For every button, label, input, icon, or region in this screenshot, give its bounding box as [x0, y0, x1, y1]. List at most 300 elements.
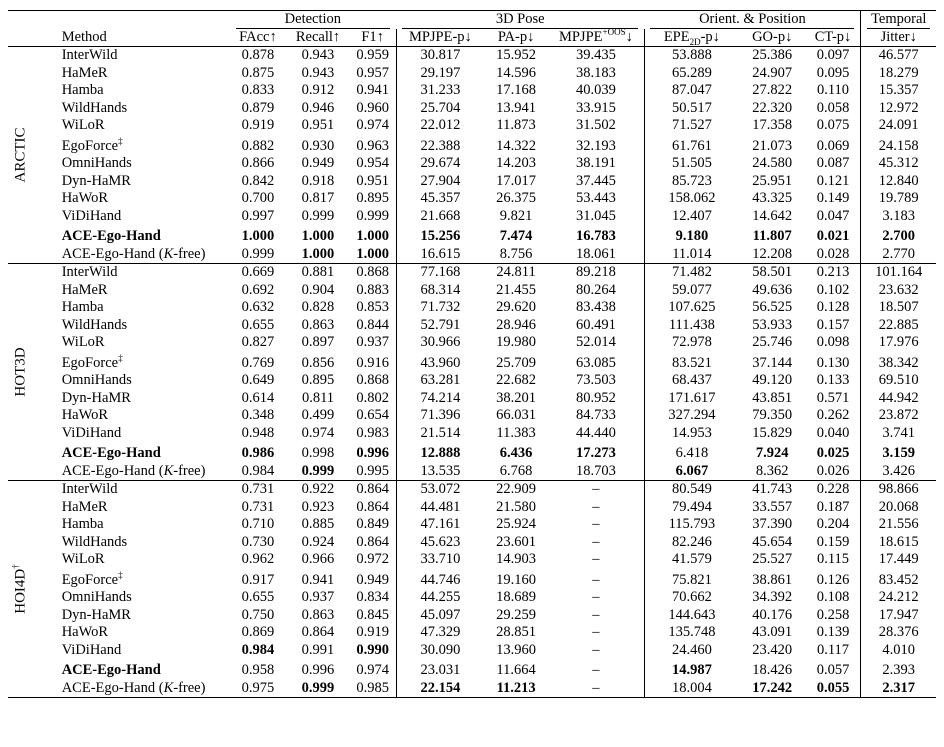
value-cell: 77.168 [396, 264, 484, 282]
value-cell: 52.014 [575, 334, 616, 350]
value-cell: 0.946 [301, 99, 335, 116]
value-cell: 24.580 [752, 155, 793, 171]
value-cell: 75.821 [644, 569, 738, 590]
value-cell: 23.872 [861, 407, 936, 425]
value-cell: 6.436 [499, 445, 533, 461]
value-cell: 0.959 [356, 47, 389, 63]
value-cell: 30.966 [396, 334, 484, 352]
value-cell: 0.883 [356, 281, 389, 298]
value-cell: 0.904 [301, 281, 335, 298]
value-cell: 0.692 [241, 281, 275, 298]
value-cell: 0.864 [356, 481, 389, 497]
value-cell: 70.662 [644, 589, 738, 607]
value-cell: 158.062 [644, 190, 738, 208]
value-cell: 17.358 [752, 117, 793, 133]
value-cell: 26.375 [496, 190, 537, 206]
value-cell: 80.264 [575, 281, 616, 298]
value-cell: 18.703 [575, 462, 616, 479]
method-cell: ACE-Ego-Hand [61, 228, 161, 244]
column-header-row [8, 29, 936, 47]
value-cell: 0.655 [241, 316, 275, 333]
value-cell: 59.077 [644, 282, 738, 300]
table-row [8, 317, 936, 335]
col-facc: FAcc↑ [239, 28, 277, 45]
value-cell: 41.743 [752, 481, 793, 497]
value-cell: 17.017 [496, 172, 537, 189]
value-cell: 0.985 [356, 679, 389, 696]
method-cell: ViDiHand [61, 641, 122, 658]
value-cell: 24.907 [752, 64, 793, 81]
value-cell: 31.045 [575, 207, 616, 224]
value-cell: 0.853 [356, 299, 389, 315]
value-cell: 6.067 [644, 463, 738, 481]
value-cell: 6.418 [644, 442, 738, 463]
value-cell: 2.770 [861, 246, 936, 264]
value-cell: 0.187 [816, 498, 850, 515]
table-row [8, 155, 936, 173]
value-cell: 0.916 [356, 354, 389, 371]
value-cell: 12.407 [644, 208, 738, 226]
value-cell: 2.393 [861, 659, 936, 680]
value-cell: 0.999 [301, 462, 335, 479]
value-cell: 1.000 [301, 228, 335, 244]
value-cell: 44.440 [575, 424, 616, 441]
value-cell: 69.510 [861, 372, 936, 390]
value-cell: 0.499 [301, 407, 335, 423]
value-cell: 0.998 [301, 445, 335, 461]
col-method: Method [61, 28, 107, 45]
table-row [8, 516, 936, 534]
value-cell: 46.577 [861, 47, 936, 65]
value-cell: 20.068 [861, 499, 936, 517]
value-cell: 0.948 [241, 424, 275, 441]
value-cell: 0.571 [816, 389, 850, 406]
value-cell: 0.912 [301, 82, 335, 98]
value-cell: 23.031 [396, 659, 484, 680]
value-cell: 0.348 [241, 407, 275, 423]
value-cell: 18.615 [861, 534, 936, 552]
value-cell: 8.362 [755, 462, 789, 479]
table-row [8, 442, 936, 463]
value-cell: 21.668 [396, 208, 484, 226]
value-cell: 82.246 [644, 534, 738, 552]
value-cell: 15.829 [752, 424, 793, 441]
method-cell: WildHands [61, 533, 128, 550]
value-cell: 18.689 [496, 589, 537, 605]
method-cell: EgoForce‡ [61, 569, 123, 588]
value-cell: 71.732 [396, 299, 484, 317]
value-cell: 0.110 [816, 82, 850, 98]
value-cell: 43.960 [396, 352, 484, 373]
dataset-label: ARCTIC [12, 127, 29, 183]
value-cell: 0.802 [356, 389, 389, 406]
value-cell: 0.975 [241, 679, 275, 696]
value-cell: 15.256 [396, 225, 484, 246]
value-cell: 8.756 [499, 245, 533, 262]
value-cell: 0.710 [241, 516, 275, 532]
value-cell: 0.669 [241, 264, 275, 280]
value-cell: 0.974 [356, 662, 389, 678]
value-cell: 40.176 [752, 606, 793, 623]
value-cell: 0.999 [356, 207, 389, 224]
value-cell: 33.710 [396, 551, 484, 569]
value-cell: 27.904 [396, 173, 484, 191]
method-cell: HaWoR [61, 624, 109, 640]
value-cell: 0.845 [356, 606, 389, 623]
value-cell: 56.525 [752, 299, 793, 315]
value-cell: 12.972 [861, 100, 936, 118]
value-cell: 19.160 [496, 571, 537, 588]
value-cell: 71.396 [396, 407, 484, 425]
value-cell: 0.834 [356, 589, 389, 605]
value-cell: 7.474 [499, 228, 533, 244]
value-cell: 24.158 [861, 135, 936, 156]
col-f1: F1↑ [361, 28, 384, 45]
value-cell: 0.918 [301, 172, 335, 189]
value-cell: 0.878 [241, 47, 275, 63]
value-cell: 80.952 [575, 389, 616, 406]
value-cell: 11.664 [496, 662, 536, 678]
value-cell: 43.851 [752, 389, 793, 406]
value-cell: 0.937 [301, 589, 335, 605]
value-cell: 65.289 [644, 65, 738, 83]
value-cell: 22.885 [861, 317, 936, 335]
value-cell: 0.958 [241, 662, 275, 678]
method-cell: OmniHands [61, 589, 132, 605]
value-cell: 0.866 [241, 155, 275, 171]
value-cell: 53.888 [644, 47, 738, 65]
value-cell: 14.953 [644, 425, 738, 443]
method-cell: Hamba [61, 82, 104, 98]
results-table [8, 10, 936, 698]
method-cell: ACE-Ego-Hand [61, 445, 161, 461]
method-cell: OmniHands [61, 372, 132, 388]
table-row [8, 499, 936, 517]
value-cell: 18.004 [644, 680, 738, 698]
method-cell: Hamba [61, 299, 104, 315]
value-cell: 49.636 [752, 281, 793, 298]
value-cell: 0.087 [816, 155, 850, 171]
value-cell: 0.984 [241, 641, 275, 658]
value-cell: 25.527 [752, 551, 793, 567]
value-cell: 14.596 [496, 64, 537, 81]
table-row [8, 589, 936, 607]
value-cell: 171.617 [644, 390, 738, 408]
method-cell: WildHands [61, 316, 128, 333]
value-cell: 3.183 [861, 208, 936, 226]
value-cell: 0.102 [816, 281, 850, 298]
value-cell: 71.482 [644, 264, 738, 282]
value-cell: 0.930 [301, 137, 335, 154]
value-cell: 0.949 [356, 571, 389, 588]
table-row [8, 65, 936, 83]
value-cell: 13.960 [496, 641, 537, 658]
table-row [8, 352, 936, 373]
value-cell: 18.061 [575, 245, 616, 262]
value-cell: 0.924 [301, 533, 335, 550]
method-cell: HaMeR [61, 281, 108, 298]
value-cell: 37.390 [752, 516, 793, 532]
value-cell: 12.888 [396, 442, 484, 463]
value-cell: 0.731 [241, 481, 275, 497]
value-cell: – [592, 481, 600, 497]
value-cell: 80.549 [644, 481, 738, 499]
value-cell: 0.730 [241, 533, 275, 550]
value-cell: 0.984 [241, 462, 275, 479]
value-cell: 83.452 [861, 569, 936, 590]
table-row [8, 390, 936, 408]
table-row [8, 534, 936, 552]
value-cell: 98.866 [861, 481, 936, 499]
value-cell: 0.999 [301, 207, 335, 224]
table-body [8, 47, 936, 698]
col-ct: CT-p↓ [814, 28, 852, 45]
value-cell: 45.357 [396, 190, 484, 208]
value-cell: 11.213 [496, 679, 536, 696]
value-cell: 0.204 [816, 516, 850, 532]
method-cell: ACE-Ego-Hand (K-free) [61, 245, 206, 262]
value-cell: 2.700 [861, 225, 936, 246]
value-cell: 11.383 [496, 424, 536, 441]
value-cell: 24.811 [496, 264, 536, 280]
value-cell: 38.342 [861, 352, 936, 373]
value-cell: 22.388 [396, 135, 484, 156]
value-cell: 58.501 [752, 264, 793, 280]
value-cell: – [592, 662, 600, 678]
value-cell: 0.863 [301, 606, 335, 623]
method-cell: HaWoR [61, 190, 109, 206]
value-cell: 33.557 [752, 498, 793, 515]
group-3d-pose: 3D Pose [396, 11, 644, 29]
value-cell: 47.161 [396, 516, 484, 534]
value-cell: 101.164 [861, 264, 936, 282]
value-cell: 1.000 [356, 245, 389, 262]
value-cell: 29.674 [396, 155, 484, 173]
value-cell: 0.833 [241, 82, 275, 98]
value-cell: – [592, 571, 600, 588]
table-row [8, 246, 936, 264]
col-mpjpe-oos: $MPJPE^{+OOS}↓$ [558, 26, 633, 45]
value-cell: 0.974 [301, 424, 335, 441]
value-cell: 14.987 [644, 659, 738, 680]
value-cell: 25.746 [752, 334, 793, 350]
table-row [8, 208, 936, 226]
value-cell: 0.917 [241, 571, 275, 588]
value-cell: 18.507 [861, 299, 936, 317]
value-cell: 0.949 [301, 155, 335, 171]
value-cell: 66.031 [496, 407, 537, 423]
value-cell: 0.139 [816, 624, 850, 640]
value-cell: 85.723 [644, 173, 738, 191]
value-cell: 89.218 [575, 264, 616, 280]
value-cell: 17.976 [861, 334, 936, 352]
value-cell: 17.168 [496, 82, 537, 98]
value-cell: 38.183 [575, 64, 616, 81]
value-cell: 0.943 [301, 47, 335, 63]
value-cell: 0.075 [816, 117, 850, 133]
value-cell: 0.811 [301, 389, 335, 406]
value-cell: 0.731 [241, 498, 275, 515]
table-row [8, 264, 936, 282]
value-cell: 0.058 [816, 99, 850, 116]
value-cell: 47.329 [396, 624, 484, 642]
value-cell: 4.010 [861, 642, 936, 660]
value-cell: 38.191 [575, 155, 616, 171]
value-cell: 0.126 [816, 571, 850, 588]
value-cell: 11.807 [752, 228, 792, 244]
value-cell: 12.208 [752, 245, 793, 262]
method-cell: HaWoR [61, 407, 109, 423]
value-cell: 0.963 [356, 137, 389, 154]
value-cell: 45.312 [861, 155, 936, 173]
value-cell: 0.159 [816, 533, 850, 550]
value-cell: – [592, 624, 600, 640]
method-cell: InterWild [61, 47, 118, 63]
value-cell: 0.954 [356, 155, 389, 171]
value-cell: – [592, 679, 600, 696]
value-cell: 0.864 [356, 498, 389, 515]
value-cell: 11.873 [496, 117, 536, 133]
value-cell: 0.262 [816, 407, 850, 423]
value-cell: 0.121 [816, 172, 850, 189]
value-cell: 0.895 [356, 190, 389, 206]
value-cell: 0.258 [816, 606, 850, 623]
value-cell: 25.704 [396, 100, 484, 118]
table-row [8, 425, 936, 443]
value-cell: 83.521 [644, 352, 738, 373]
value-cell: 74.214 [396, 390, 484, 408]
value-cell: 18.426 [752, 662, 793, 678]
method-cell: WiLoR [61, 334, 105, 350]
col-pa: PA-p↓ [497, 28, 535, 45]
table-row [8, 173, 936, 191]
value-cell: 53.072 [396, 481, 484, 499]
value-cell: 13.941 [496, 99, 537, 116]
value-cell: 14.642 [752, 207, 793, 224]
value-cell: 25.709 [496, 354, 537, 371]
value-cell: 1.000 [241, 228, 275, 244]
group-detection: Detection [230, 11, 396, 29]
value-cell: 0.026 [816, 462, 850, 479]
col-go: GO-p↓ [752, 28, 793, 45]
value-cell: 83.438 [575, 299, 616, 315]
value-cell: 0.842 [241, 172, 275, 189]
value-cell: 0.649 [241, 372, 275, 388]
table-row [8, 100, 936, 118]
value-cell: 0.133 [816, 372, 850, 388]
method-cell: ACE-Ego-Hand (K-free) [61, 679, 206, 696]
value-cell: 72.978 [644, 334, 738, 352]
method-cell: ACE-Ego-Hand [61, 662, 161, 678]
method-cell: Hamba [61, 516, 104, 532]
method-cell: WiLoR [61, 551, 105, 567]
value-cell: 21.073 [752, 137, 793, 154]
value-cell: 13.535 [396, 463, 484, 481]
value-cell: 38.201 [496, 389, 537, 406]
value-cell: 0.115 [816, 551, 850, 567]
value-cell: 87.047 [644, 82, 738, 100]
value-cell: 51.505 [644, 155, 738, 173]
value-cell: 0.997 [241, 207, 275, 224]
dataset-label: HOI4D† [10, 564, 29, 614]
value-cell: 19.789 [861, 190, 936, 208]
value-cell: 3.159 [861, 442, 936, 463]
value-cell: 16.615 [396, 246, 484, 264]
value-cell: 33.915 [575, 99, 616, 116]
value-cell: 9.821 [499, 207, 533, 224]
method-cell: InterWild [61, 481, 118, 497]
value-cell: 27.822 [752, 82, 793, 98]
table-row [8, 225, 936, 246]
value-cell: – [592, 641, 600, 658]
value-cell: 0.996 [356, 445, 389, 461]
value-cell: 0.117 [816, 641, 850, 658]
value-cell: 50.517 [644, 100, 738, 118]
value-cell: 0.863 [301, 316, 335, 333]
value-cell: 23.420 [752, 641, 793, 658]
table-row [8, 372, 936, 390]
value-cell: 0.960 [356, 99, 389, 116]
table-row [8, 463, 936, 481]
table-row [8, 659, 936, 680]
method-cell: ViDiHand [61, 207, 122, 224]
value-cell: 0.057 [816, 662, 850, 678]
table-row [8, 642, 936, 660]
method-cell: HaMeR [61, 498, 108, 515]
value-cell: 14.203 [496, 155, 537, 171]
col-mpjpe: MPJPE-p↓ [396, 29, 484, 47]
group-orient-position: Orient. & Position [644, 11, 861, 29]
value-cell: 43.325 [752, 190, 793, 206]
value-cell: 21.455 [496, 281, 537, 298]
value-cell: 0.974 [356, 117, 389, 133]
value-cell: 0.966 [301, 551, 335, 567]
value-cell: 11.014 [644, 246, 738, 264]
value-cell: 14.903 [496, 551, 537, 567]
value-cell: 84.733 [575, 407, 616, 423]
value-cell: 0.972 [356, 551, 389, 567]
value-cell: 2.317 [861, 680, 936, 698]
value-cell: 0.856 [301, 354, 335, 371]
value-cell: 37.445 [575, 172, 616, 189]
value-cell: 0.769 [241, 354, 275, 371]
value-cell: 49.120 [752, 372, 793, 388]
value-cell: 17.242 [752, 679, 793, 696]
value-cell: 28.851 [496, 624, 537, 640]
value-cell: 0.632 [241, 299, 275, 315]
value-cell: 0.941 [356, 82, 389, 98]
value-cell: 0.879 [241, 99, 275, 116]
value-cell: 22.320 [752, 99, 793, 116]
method-cell: Dyn-HaMR [61, 389, 131, 406]
value-cell: 0.149 [816, 190, 850, 206]
value-cell: 6.768 [499, 462, 533, 479]
value-cell: 0.957 [356, 64, 389, 81]
value-cell: 107.625 [644, 299, 738, 317]
value-cell: 0.700 [241, 190, 275, 206]
value-cell: 0.999 [241, 245, 275, 262]
value-cell: 53.933 [752, 316, 793, 333]
table-row [8, 135, 936, 156]
value-cell: 1.000 [356, 228, 389, 244]
value-cell: 0.882 [241, 137, 275, 154]
value-cell: 3.741 [861, 425, 936, 443]
value-cell: 44.255 [396, 589, 484, 607]
value-cell: 0.996 [301, 662, 335, 678]
value-cell: 63.085 [575, 354, 616, 371]
method-cell: WiLoR [61, 117, 105, 133]
col-epe2d: $EPE_{2D}-p↓$ [644, 29, 738, 47]
